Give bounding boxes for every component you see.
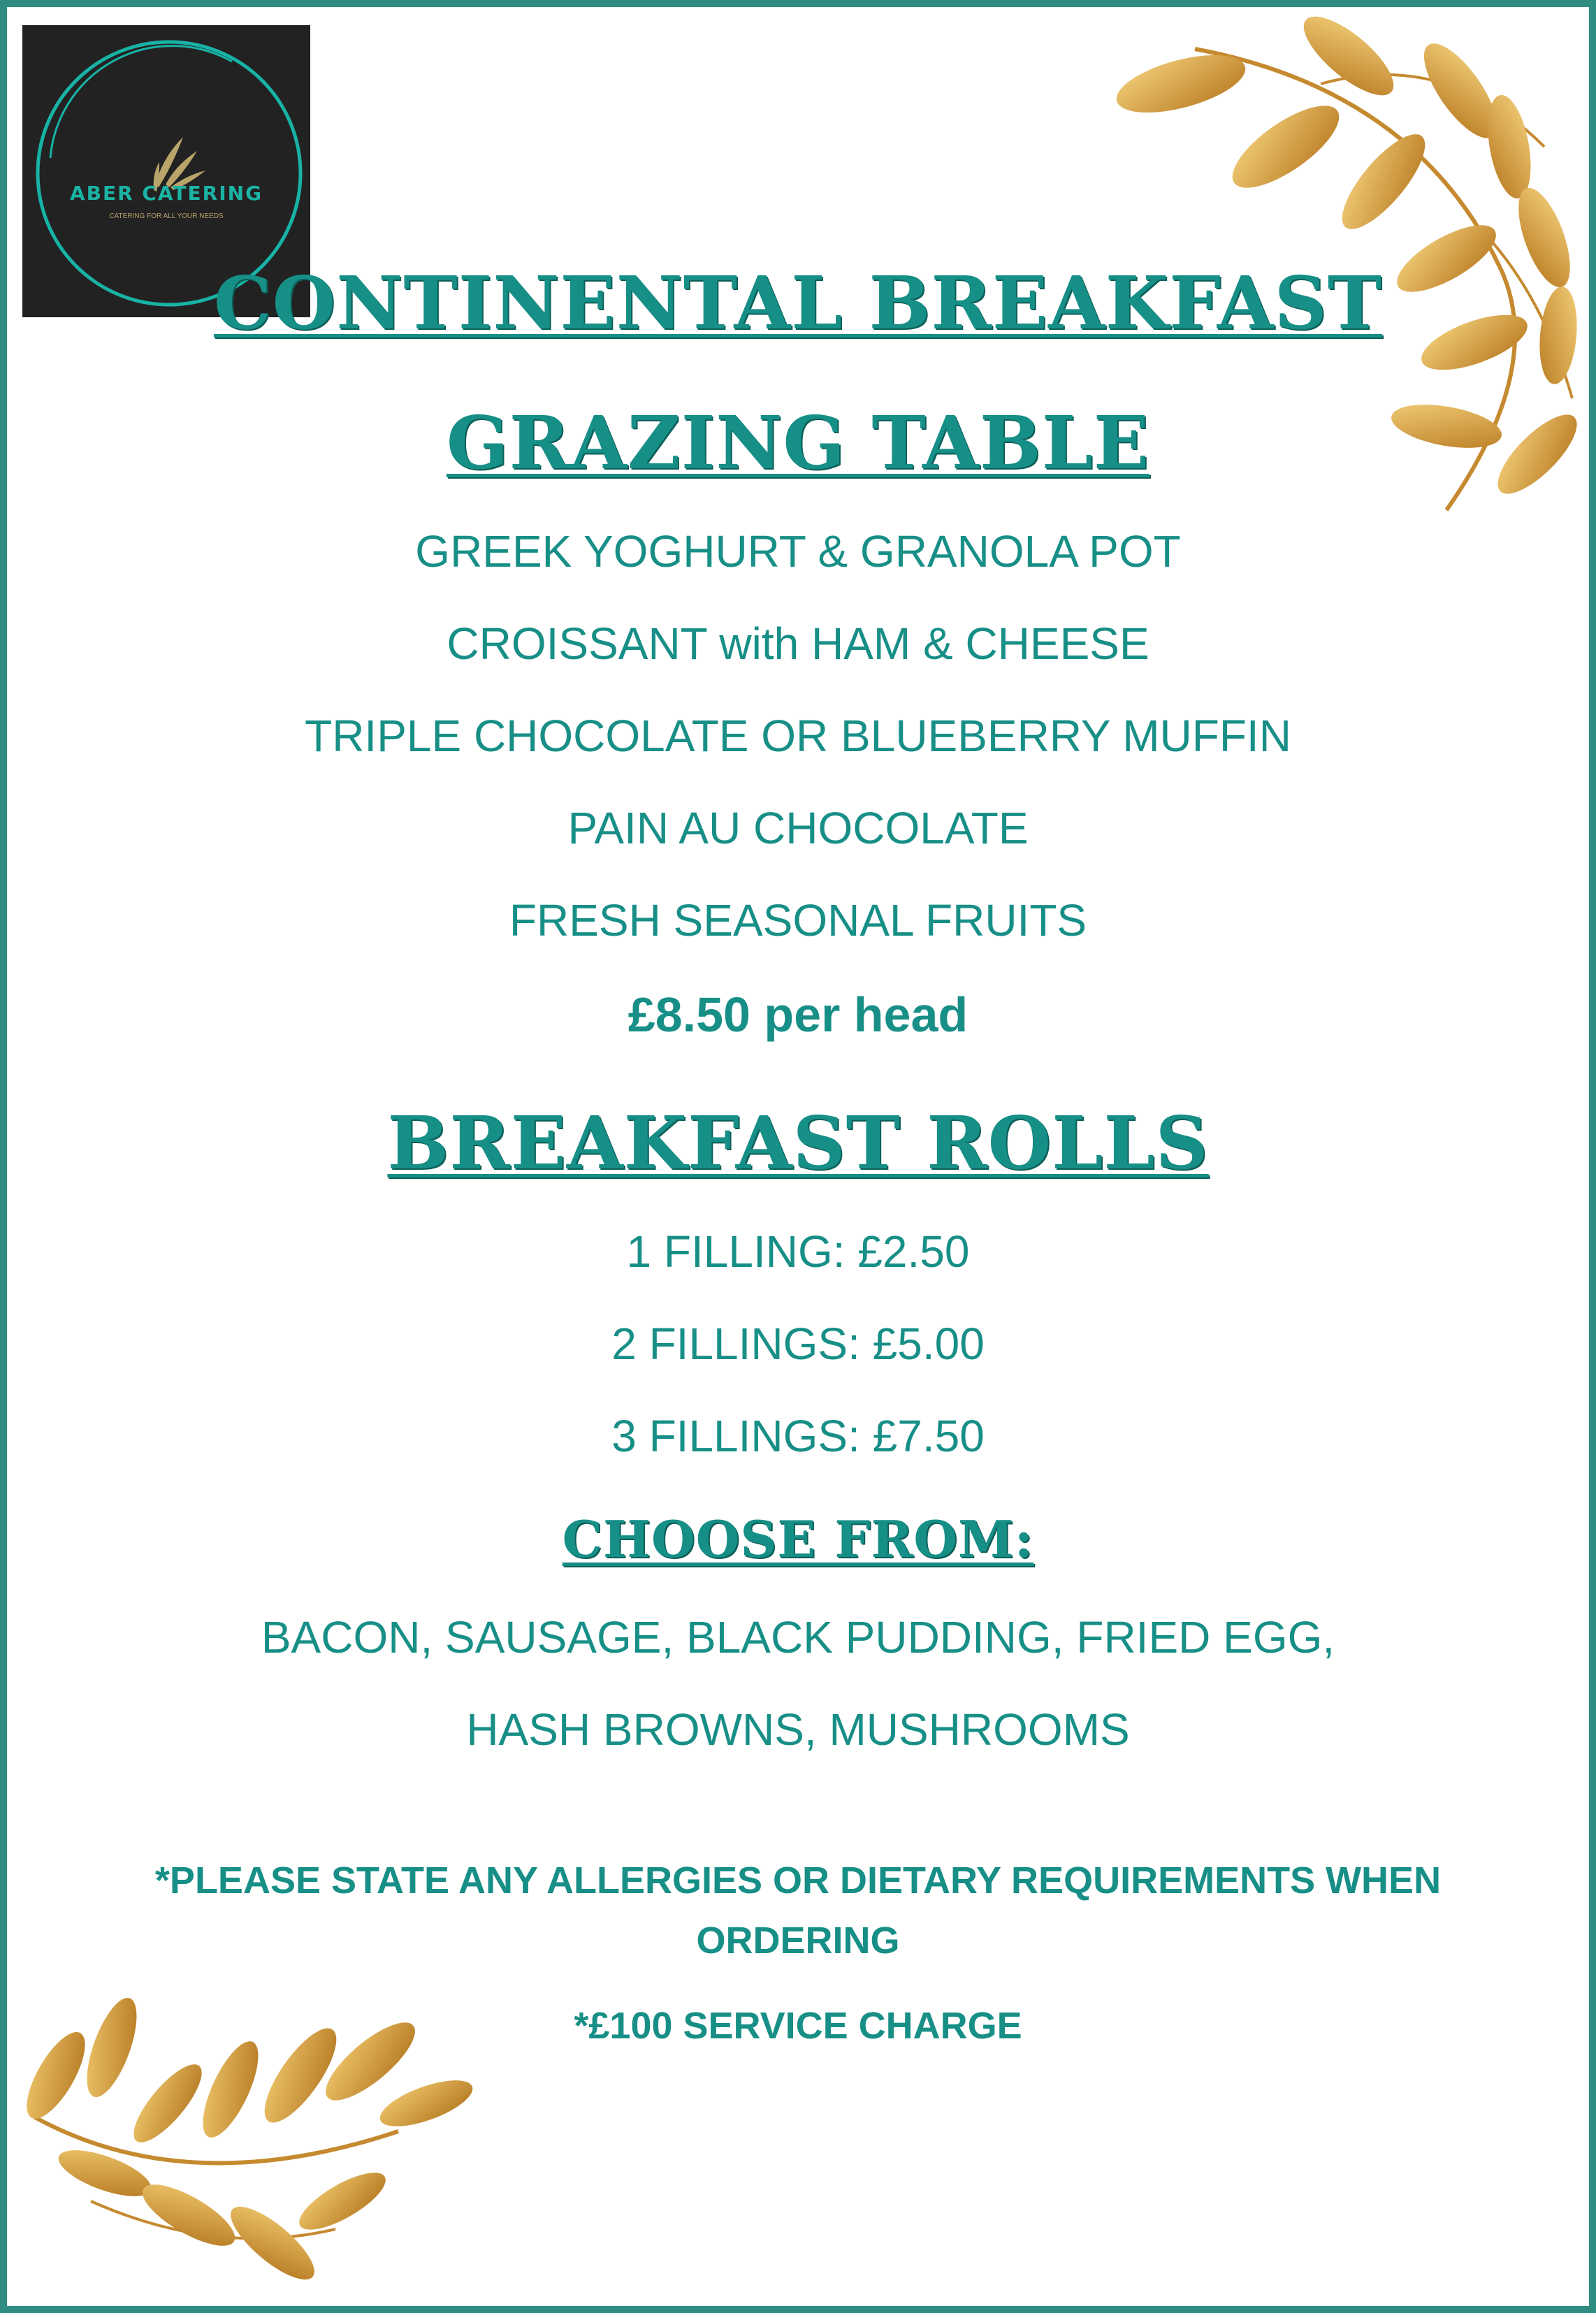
rolls-heading: BREAKFAST ROLLS <box>387 1100 1209 1186</box>
roll-price: 3 FILLINGS: £7.50 <box>611 1411 985 1461</box>
grazing-price: £8.50 per head <box>627 987 969 1042</box>
logo-tagline: CATERING FOR ALL YOUR NEEDS <box>109 212 224 220</box>
service-charge-note: *£100 SERVICE CHARGE <box>574 2005 1022 2047</box>
menu-subtitle: GRAZING TABLE <box>446 400 1150 486</box>
grazing-item: PAIN AU CHOCOLATE <box>567 803 1029 853</box>
fillings-line: BACON, SAUSAGE, BLACK PUDDING, FRIED EGG, <box>261 1612 1335 1662</box>
fillings-line: HASH BROWNS, MUSHROOMS <box>466 1704 1130 1755</box>
grazing-item: TRIPLE CHOCOLATE OR BLUEBERRY MUFFIN <box>305 711 1291 761</box>
allergies-note: *PLEASE STATE ANY ALLERGIES OR DIETARY REQUIREMENTS WHEN <box>154 1859 1442 1901</box>
logo-name: ABER CATERING <box>69 182 263 205</box>
grazing-item: CROISSANT with HAM & CHEESE <box>447 618 1149 669</box>
allergies-note: ORDERING <box>696 1920 900 1962</box>
grazing-item: FRESH SEASONAL FRUITS <box>509 895 1087 945</box>
roll-price: 1 FILLING: £2.50 <box>626 1226 970 1277</box>
roll-price: 2 FILLINGS: £5.00 <box>611 1319 985 1369</box>
grazing-item: GREEK YOGHURT & GRANOLA POT <box>415 526 1181 577</box>
choose-heading: CHOOSE FROM: <box>562 1509 1034 1569</box>
menu-title: CONTINENTAL BREAKFAST <box>213 260 1383 346</box>
